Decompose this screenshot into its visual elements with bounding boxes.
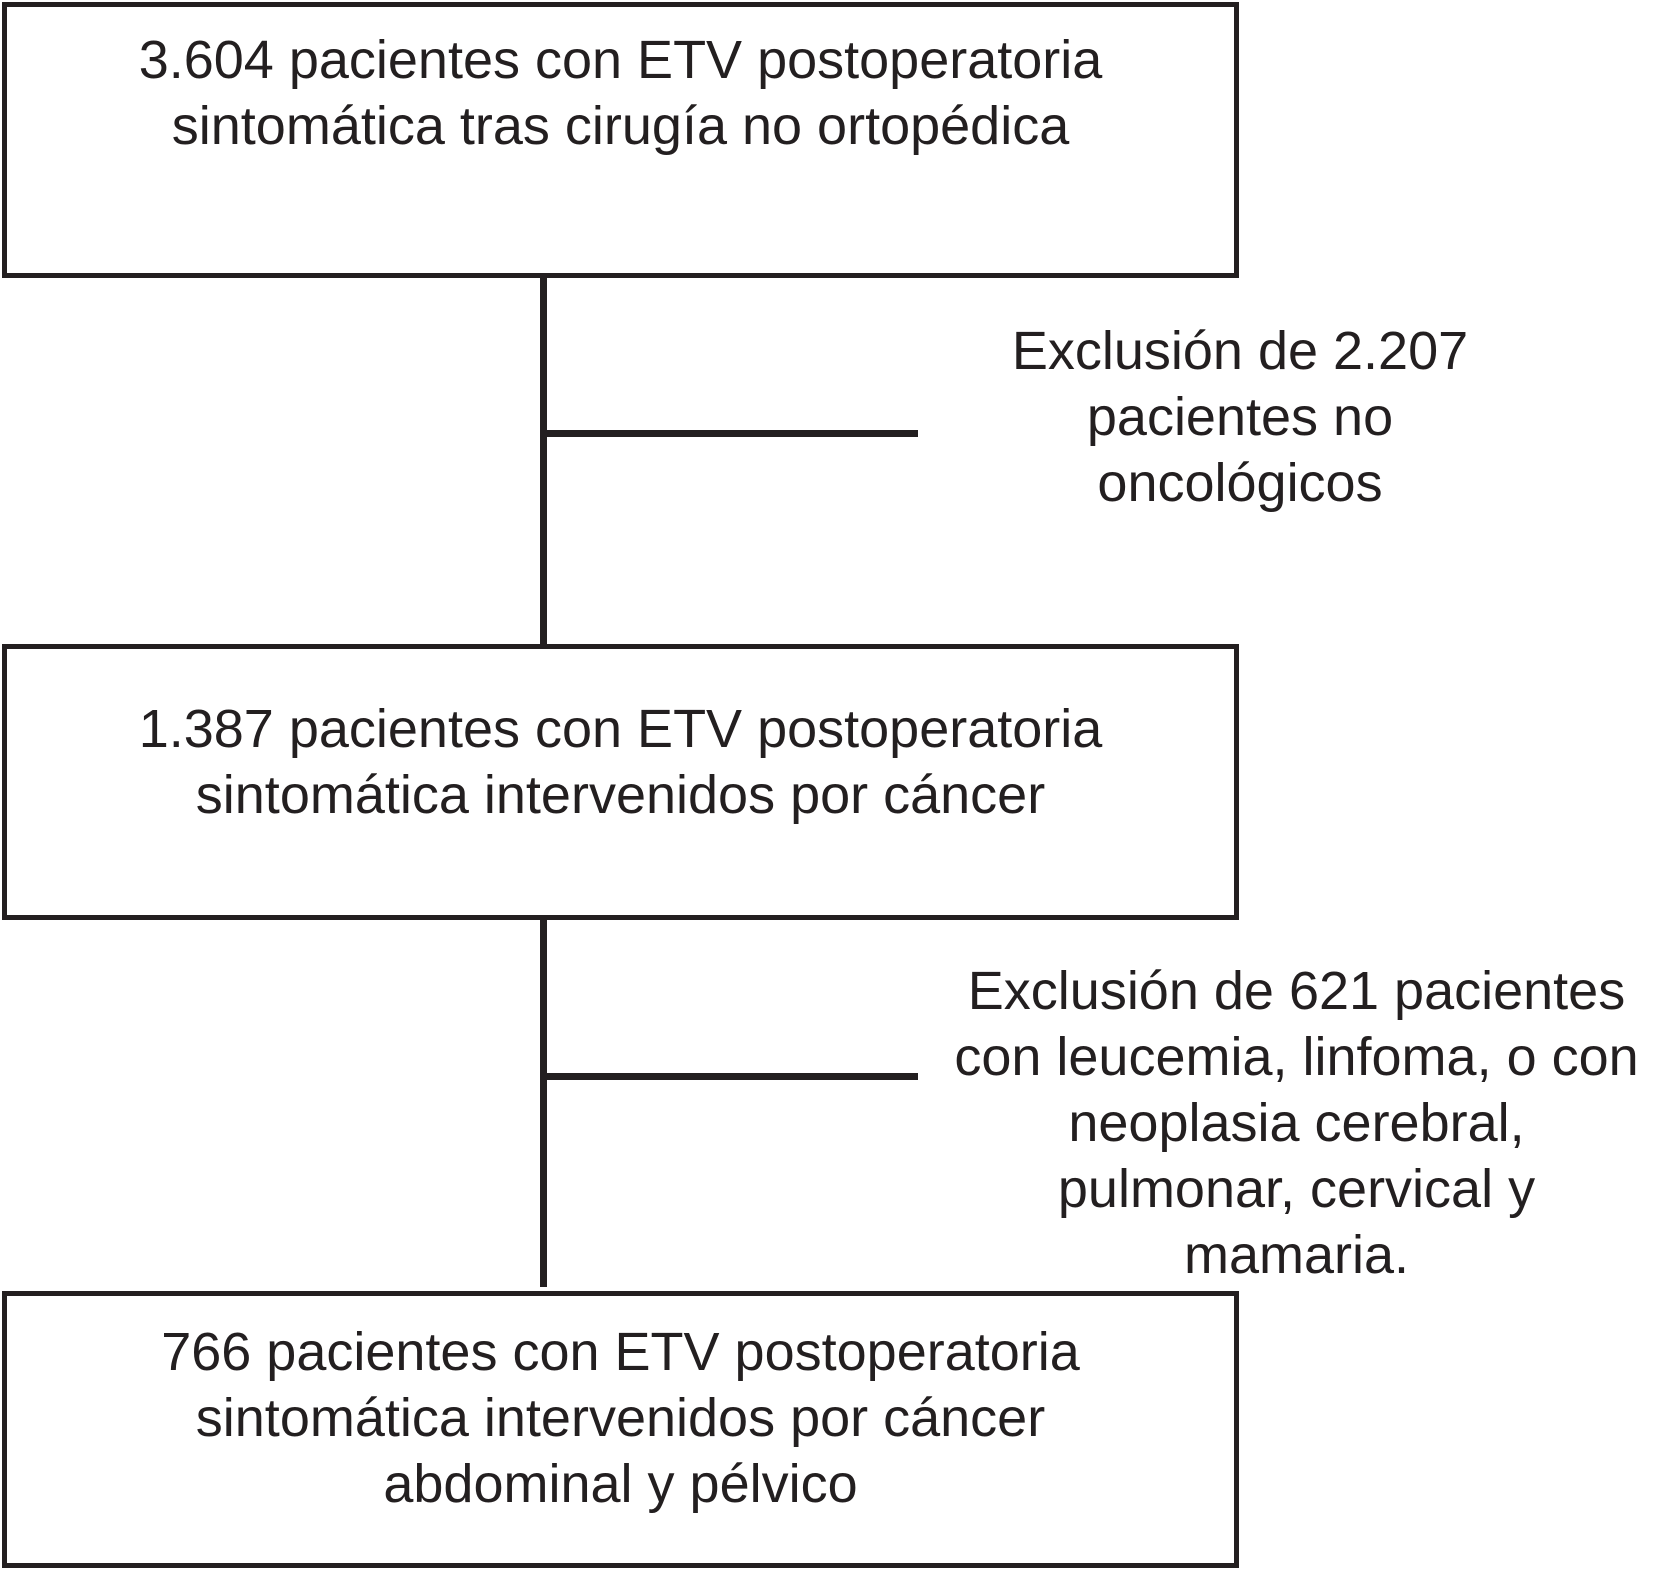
connector-line — [540, 915, 547, 1287]
flow-box-abdominal-pelvic-patients — [2, 1291, 1239, 1568]
flow-box-cancer-patients — [2, 644, 1239, 920]
exclusion-text-line: neoplasia cerebral, — [1068, 1093, 1525, 1153]
exclusion-text-line: pulmonar, cervical y — [1057, 1159, 1536, 1219]
exclusion-note-other-cancers — [940, 958, 1653, 1288]
exclusion-text-line: pacientes no — [1086, 387, 1394, 447]
exclusion-text-line: mamaria. — [1183, 1225, 1410, 1285]
exclusion-branch-line — [540, 1073, 918, 1080]
exclusion-branch-line — [540, 430, 918, 437]
box-text-line: sintomática intervenidos por cáncer — [195, 1387, 1046, 1448]
exclusion-text-line: Exclusión de 621 pacientes — [967, 961, 1626, 1021]
exclusion-note-non-oncologic — [940, 318, 1540, 516]
exclusion-text-line: Exclusión de 2.207 — [1011, 321, 1469, 381]
connector-line — [540, 276, 547, 646]
flow-box-total-patients — [2, 2, 1239, 278]
box-text-line: 1.387 pacientes con ETV postoperatoria — [138, 699, 1103, 759]
box-text-line: sintomática tras cirugía no ortopédica — [171, 96, 1070, 156]
box-text-line: 766 pacientes con ETV postoperatoria — [161, 1321, 1080, 1382]
exclusion-text-line: con leucemia, linfoma, o con — [954, 1027, 1639, 1087]
exclusion-text-line: oncológicos — [1097, 453, 1383, 513]
box-text-line: sintomática intervenidos por cáncer — [195, 765, 1046, 825]
box-text-line: 3.604 pacientes con ETV postoperatoria — [138, 30, 1103, 90]
box-text-line: abdominal y pélvico — [383, 1453, 858, 1514]
